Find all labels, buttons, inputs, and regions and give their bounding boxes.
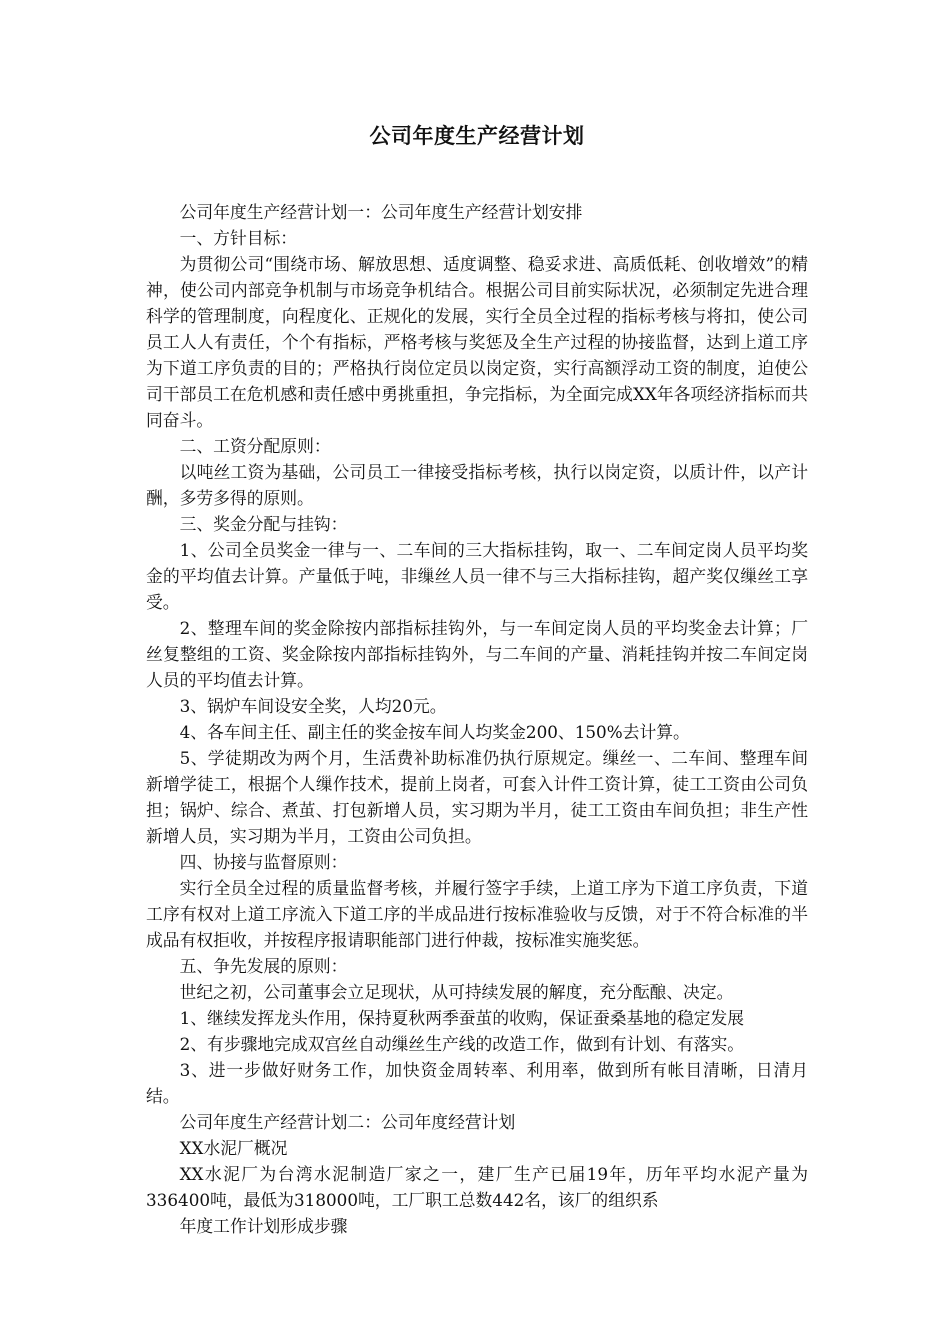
document-body — [146, 199, 808, 1239]
paragraph: 3、锅炉车间设安全奖，人均20元。 — [179, 696, 447, 716]
paragraph: 四、协接与监督原则： — [179, 852, 348, 872]
paragraph: 五、争先发展的原则： — [179, 956, 348, 976]
paragraph: 5、学徒期改为两个月，生活费补助标准仍执行原规定。缫丝一、二车间、整理车间新增学徒工，根据个人缫作技术，提前上岗者，可套入计件工资计算，徒工工资由公司负担；锅炉、综合、煮茧、打包新增人员，实习期为半月，徒工工资由车间负担；非生产性新增人员，实习期为半月，工资由公司负担。 — [146, 748, 808, 846]
paragraph: 2、有步骤地完成双宫丝自动缫丝生产线的改造工作，做到有计划、有落实。 — [179, 1034, 745, 1054]
paragraph: 公司年度生产经营计划二：公司年度经营计划 — [179, 1112, 516, 1132]
paragraph: 一、方针目标： — [179, 228, 298, 248]
paragraph: XX水泥厂为台湾水泥制造厂家之一，建厂生产已届19年，历年平均水泥产量为336400吨，最低为318000吨，工厂职工总数442名，该厂的组织系 — [146, 1164, 808, 1210]
paragraph: 1、公司全员奖金一律与一、二车间的三大指标挂钩，取一、二车间定岗人员平均奖金的平均值去计算。产量低于吨，非缫丝人员一律不与三大指标挂钩，超产奖仅缫丝工享受。 — [146, 540, 808, 612]
paragraph: 年度工作计划形成步骤 — [179, 1216, 348, 1236]
paragraph: 3、进一步做好财务工作，加快资金周转率、利用率，做到所有帐目清晰，日清月结。 — [146, 1060, 808, 1106]
paragraph: 以吨丝工资为基础，公司员工一律接受指标考核，执行以岗定资，以质计件，以产计酬，多劳多得的原则。 — [146, 462, 808, 508]
paragraph: 公司年度生产经营计划一：公司年度生产经营计划安排 — [179, 202, 583, 222]
paragraph: XX水泥厂概况 — [179, 1138, 288, 1158]
document-title: 公司年度生产经营计划 — [369, 124, 585, 148]
paragraph: 为贯彻公司“围绕市场、解放思想、适度调整、稳妥求进、高质低耗、创收增效”的精神，使公司内部竞争机制与市场竞争机结合。根据公司目前实际状况，必须制定先进合理科学的管理制度，向程度化、正规化的发展，实行全员全过程的指标考核与将扣，使公司员工人人有责任，个个有指标，严格考核与奖惩及全生产过程的协接监督，达到上道工序为下道工序负责的目的；严格执行岗位定员以岗定资，实行高额浮动工资的制度，迫使公司干部员工在危机感和责任感中勇挑重担，争完指标，为全面完成XX年各项经济指标而共同奋斗。 — [146, 254, 808, 430]
paragraph: 2、整理车间的奖金除按内部指标挂钩外，与一车间定岗人员的平均奖金去计算；厂丝复整组的工资、奖金除按内部指标挂钩外，与二车间的产量、消耗挂钩并按二车间定岗人员的平均值去计算。 — [146, 618, 808, 690]
paragraph: 二、工资分配原则： — [179, 436, 331, 456]
paragraph: 世纪之初，公司董事会立足现状，从可持续发展的解度，充分酝酿、决定。 — [179, 982, 734, 1002]
paragraph: 三、奖金分配与挂钩： — [179, 514, 348, 534]
paragraph: 实行全员全过程的质量监督考核，并履行签字手续，上道工序为下道工序负责，下道工序有权对上道工序流入下道工序的半成品进行按标准验收与反馈，对于不符合标准的半成品有权拒收，并按程序报请职能部门进行仲裁，按标准实施奖惩。 — [146, 878, 808, 950]
paragraph: 1、继续发挥龙头作用，保持夏秋两季蚕茧的收购，保证蚕桑基地的稳定发展 — [179, 1008, 745, 1028]
paragraph: 4、各车间主任、副主任的奖金按车间人均奖金200、150%去计算。 — [179, 722, 690, 742]
